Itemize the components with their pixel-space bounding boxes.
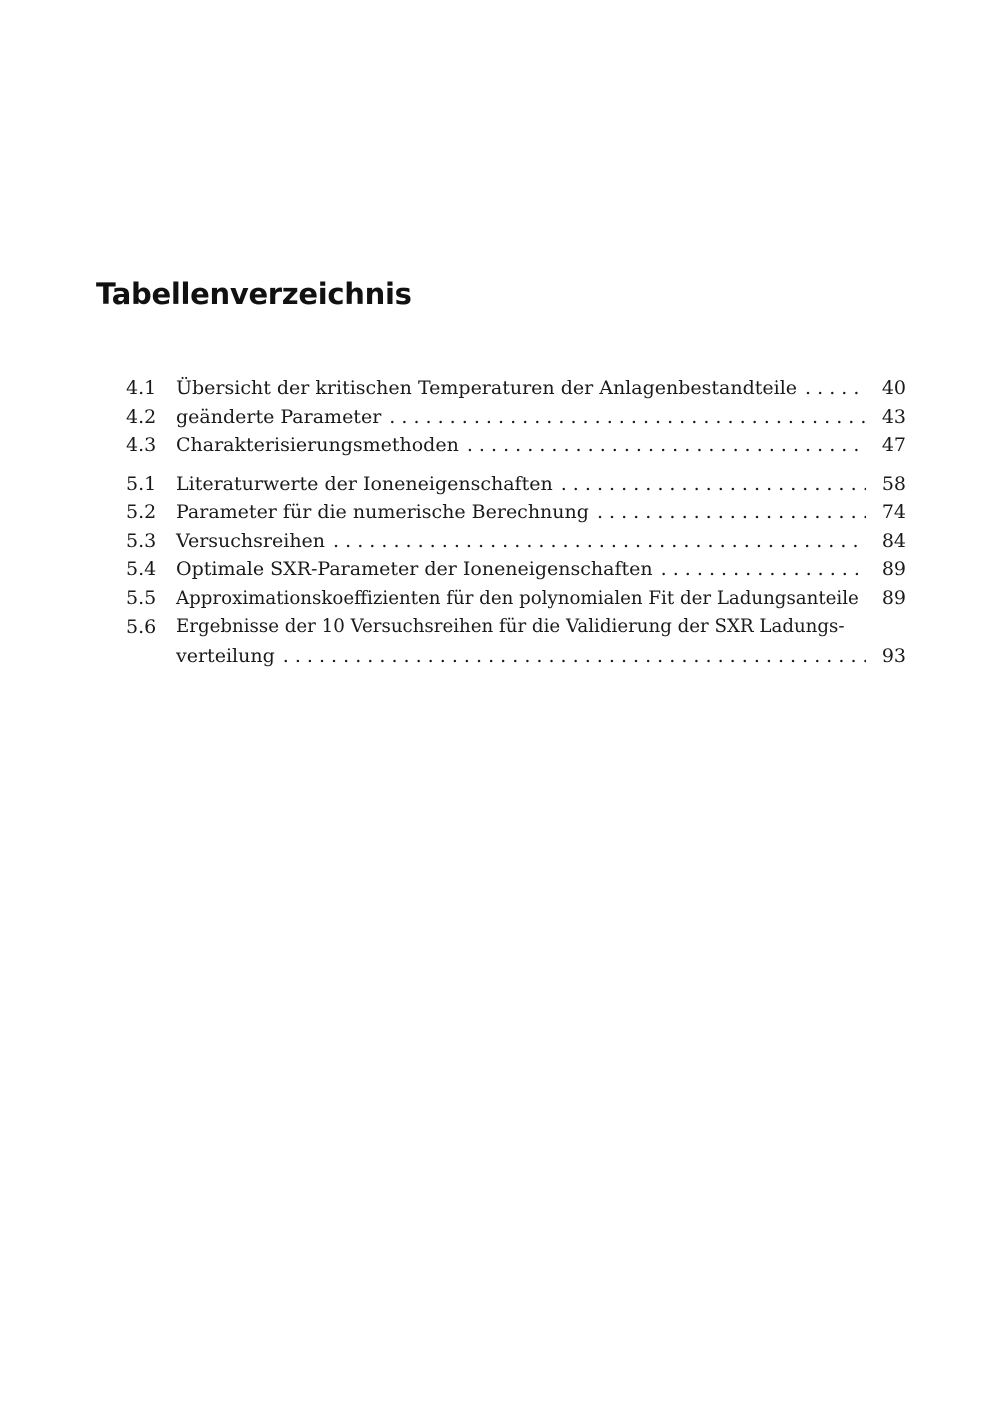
entry-page-number: 89 [881,586,906,609]
dot-leader [389,403,866,432]
entry-title: geänderte Parameter [176,403,389,432]
entry-page-number: 47 [881,434,906,456]
entry-title: Versuchsreihen [176,527,333,556]
toc-entry[interactable] [126,374,906,403]
entry-page-number: 43 [881,405,906,428]
dot-leader [333,527,866,556]
entry-title: Literaturwerte der Ioneneigenschaften [176,470,561,499]
toc-group-chapter-5 [126,470,906,671]
toc-entry[interactable] [126,613,906,670]
toc-entry[interactable] [126,584,906,614]
toc-entry[interactable] [126,498,906,527]
entry-title: Approximationskoeffizienten für den polynomialen Fit der Ladungsanteile [176,585,859,614]
entry-number: 5.2 [126,501,157,523]
dot-leader [661,555,866,584]
dot-leader [561,470,866,499]
entry-title: Charakterisierungsmethoden [176,431,467,460]
entry-title: Parameter für die numerische Berechnung [176,498,597,527]
entry-number: 5.3 [126,529,157,552]
dot-leader [467,431,866,460]
toc-entry[interactable] [126,470,906,499]
entry-page-number: 89 [881,558,906,580]
entry-page-number: 40 [881,377,906,399]
entry-number: 5.4 [126,558,157,580]
entry-number: 5.5 [126,586,157,609]
entry-number: 5.6 [126,616,157,638]
entry-title-line-1: Ergebnisse der 10 Versuchsreihen für die Validierung der SXR Ladungs- [176,613,845,642]
entry-page-number: 74 [881,501,906,523]
entry-number: 4.1 [126,377,157,399]
toc-group-chapter-4 [126,374,906,460]
entry-title: Optimale SXR-Parameter der Ioneneigenschaften [176,555,661,584]
toc-entry[interactable] [126,527,906,556]
entry-page-number: 84 [881,529,906,552]
entry-title-line-2: verteilung [176,642,283,671]
entry-title: Übersicht der kritischen Temperaturen der Anlagenbestandteile [176,374,805,403]
table-of-tables [126,374,906,670]
page-title: Tabellenverzeichnis [96,277,412,311]
dot-leader [283,642,866,671]
dot-leader [805,374,866,403]
toc-entry[interactable] [126,431,906,460]
entry-number: 5.1 [126,472,157,495]
dot-leader [597,498,866,527]
entry-number: 4.3 [126,434,157,456]
entry-page-number: 93 [881,644,906,667]
toc-entry[interactable] [126,555,906,584]
entry-page-number: 58 [881,472,906,495]
toc-entry[interactable] [126,403,906,432]
entry-number: 4.2 [126,405,157,428]
